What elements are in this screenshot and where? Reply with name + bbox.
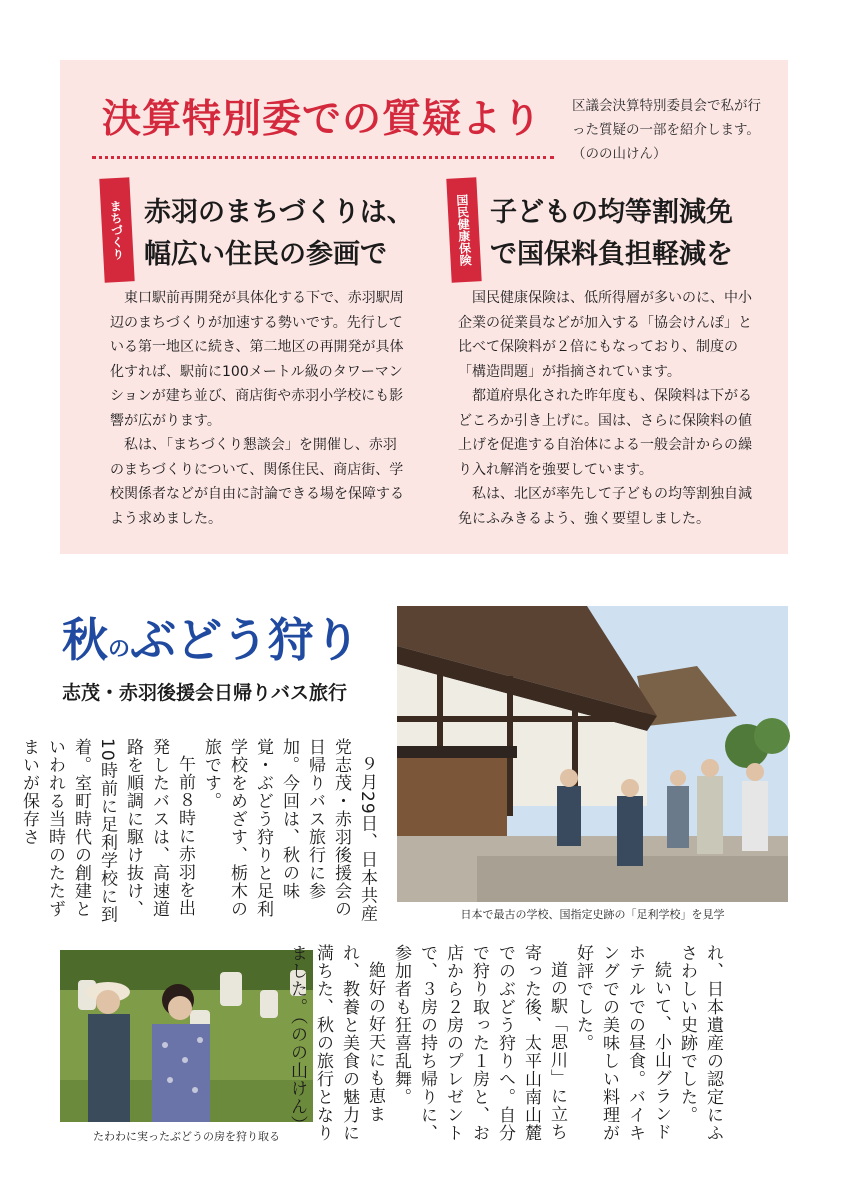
dotted-divider (92, 156, 554, 159)
body-left (110, 286, 408, 531)
heading-left-line1: 赤羽のまちづくりは、 (144, 197, 414, 228)
article-title-part2: の (108, 637, 131, 662)
photo2-caption: たわわに実ったぶどうの房を狩り取る (93, 1130, 280, 1143)
paragraph: 私は、「まちづくり懇談会」を開催し、赤羽のまちづくりについて、関係住民、商店街、学校関係者などが自由に討論できる場を保障するよう求めました。 (110, 437, 404, 527)
heading-right-line2: で国保料負担軽減を (490, 239, 733, 270)
photo1-caption: 日本で最古の学校、国指定史跡の「足利学校」を見学 (460, 908, 725, 921)
heading-left-line2: 幅広い住民の参画で (144, 239, 387, 270)
paragraph: ９月29日、日本共産党志茂・赤羽後援会の日帰りバス旅行に参加。今回は、秋の味覚・ぶどう狩りと足利学校をめざす、栃木の旅です。 (201, 738, 377, 923)
ashikaga-school-photo (397, 606, 788, 902)
paragraph: 東口駅前再開発が具体化する下で、赤羽駅周辺のまちづくりが加速する勢いです。先行している第一地区に続き、第二地区の再開発が具体化すれば、駅前に100メートル級のタワーマンションが建ち並び、商店街や赤羽小学校にも影響が広がります。 (110, 290, 404, 429)
heading-right-line1: 子どもの均等割減免 (490, 197, 733, 228)
article-title (62, 604, 360, 670)
tag-machizukuri: まちづくり (99, 177, 134, 282)
paragraph: 私は、北区が率先して子どもの均等割独自減免にふみきるよう、強く要望しました。 (458, 486, 752, 527)
panel-intro: 区議会決算特別委員会で私が行った質疑の一部を紹介します。（のの山けん） (572, 98, 761, 162)
paragraph: 国民健康保険は、低所得層が多いのに、中小企業の従業員などが加入する「協会けんぽ」と比べて保険料が２倍にもなっており、制度の「構造問題」が指摘されています。 (458, 290, 752, 380)
heading-right (490, 192, 733, 276)
paragraph: 午前８時に赤羽を出発したバスは、高速道路を順調に駆け抜け、10時前に足利学校に到着。室町時代の創建といわれる当時のたたずまいが保存さ (19, 738, 195, 924)
article-title-part1: 秋 (62, 613, 108, 667)
paragraph: 絶好の好天にも恵まれ、教養と美食の魅力に満ちた、秋の旅行となりました。（のの山けん） (287, 944, 385, 1142)
committee-report-panel (60, 60, 788, 554)
paragraph: 都道府県化された昨年度も、保険料は下がるどころか引き上げに。国は、さらに保険料の値上げを促進する自治体による一般会計からの繰り入れ解消を強要しています。 (458, 388, 752, 478)
paragraph: れ、日本遺産の認定にふさわしい史跡でした。 (677, 944, 723, 1142)
tag-kokuho: 国民健康保険 (446, 177, 481, 282)
paragraph: 続いて、小山グランドホテルでの昼食。バイキングでの美味しい料理が好評でした。 (573, 944, 671, 1142)
article-column-a (19, 738, 380, 926)
paragraph: 道の駅「思川」に立ち寄った後、太平山南山麓でのぶどう狩りへ。自分で狩り取った１房と、お店から２房のプレゼントで、３房の持ち帰りに、参加者も狂喜乱舞。 (391, 944, 567, 1142)
grape-picking-photo (60, 950, 313, 1122)
panel-title: 決算特別委での質疑より (102, 96, 543, 142)
article-subtitle: 志茂・赤羽後援会日帰りバス旅行 (62, 682, 348, 704)
article-column-b (287, 944, 726, 1144)
body-right (458, 286, 756, 531)
heading-left (144, 192, 414, 276)
article-title-part3: ぶどう狩り (130, 613, 361, 667)
